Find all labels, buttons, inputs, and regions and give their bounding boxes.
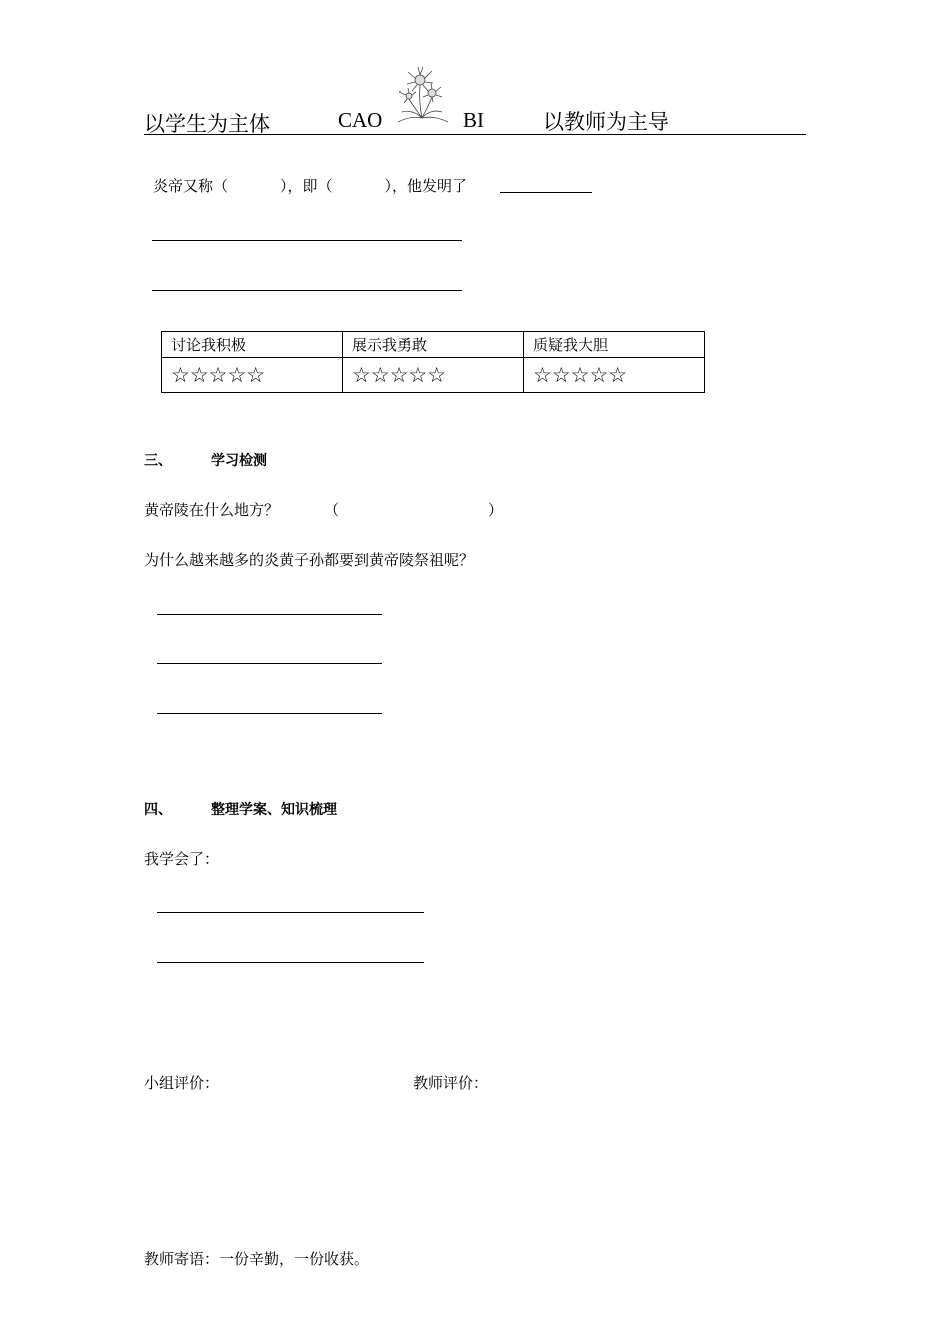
answer-line[interactable] (152, 290, 462, 291)
answer-line[interactable] (157, 663, 382, 664)
section-number: 四、 (144, 802, 172, 818)
section-number: 三、 (144, 453, 172, 469)
header-motto-right: 以教师为主导 (543, 110, 669, 134)
question-why: 为什么越来越多的炎黄子孙都要到黄帝陵祭祖呢？ (144, 551, 475, 569)
answer-line[interactable] (157, 912, 424, 913)
eval-header-presentation: 展示我勇敢 (343, 332, 524, 358)
section-title: 整理学案、知识梳理 (211, 802, 337, 818)
fill-in-part1: 炎帝又称（ (153, 177, 229, 195)
flower-icon (392, 66, 452, 132)
teacher-message: 教师寄语：一份辛勤，一份收获。 (144, 1250, 370, 1268)
fill-in-part2: ），即（ (280, 177, 333, 195)
header-bi: BI (463, 108, 484, 132)
teacher-evaluation-label: 教师评价： (413, 1074, 489, 1092)
answer-blank[interactable] (500, 192, 592, 193)
header-rule (144, 134, 806, 135)
fill-in-part3: ），他发明了 (384, 177, 468, 195)
star-rating-discussion[interactable]: ☆☆☆☆☆ (162, 358, 343, 393)
answer-line[interactable] (157, 713, 382, 714)
eval-header-discussion: 讨论我积极 (162, 332, 343, 358)
self-evaluation-table (161, 331, 705, 393)
answer-line[interactable] (157, 614, 382, 615)
eval-header-questioning: 质疑我大胆 (524, 332, 705, 358)
question-location: 黄帝陵在什么地方？ (144, 501, 280, 519)
learned-label: 我学会了： (144, 850, 220, 868)
header-cao: CAO (338, 108, 383, 132)
group-evaluation-label: 小组评价： (144, 1074, 220, 1092)
header-motto-left: 以学生为主体 (144, 112, 270, 136)
answer-line[interactable] (152, 240, 462, 241)
answer-line[interactable] (157, 962, 424, 963)
section-title: 学习检测 (211, 453, 267, 469)
star-rating-presentation[interactable]: ☆☆☆☆☆ (343, 358, 524, 393)
answer-paren-close: ） (488, 501, 504, 519)
fill-in-sentence (153, 175, 467, 196)
answer-paren-open: （ (324, 501, 340, 519)
star-rating-questioning[interactable]: ☆☆☆☆☆ (524, 358, 705, 393)
